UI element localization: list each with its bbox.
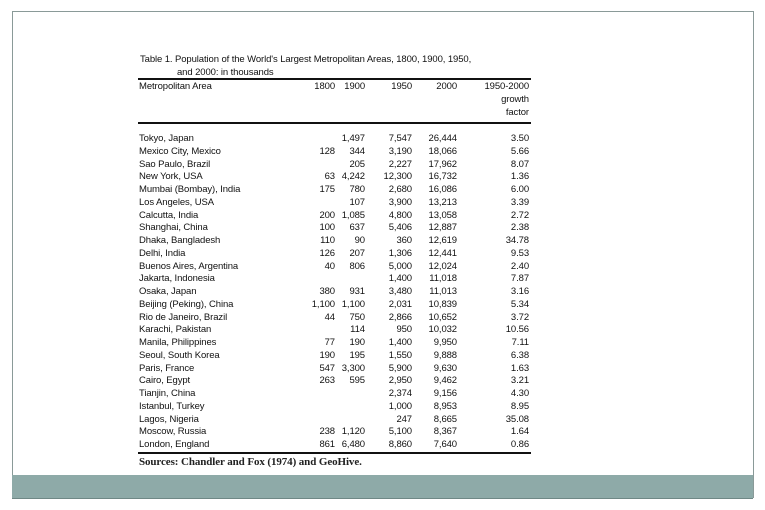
- cell-2000: 12,024: [428, 260, 457, 272]
- cell-growth-factor: 8.07: [510, 158, 529, 170]
- cell-1800: 175: [319, 184, 335, 195]
- cell-2000: 9,462: [433, 375, 457, 387]
- cell-1800: 100: [319, 222, 335, 234]
- cell-1900: 1,100: [341, 298, 365, 310]
- cell-growth-factor: 7.87: [510, 273, 529, 285]
- cell-area: London, England: [139, 439, 210, 450]
- table-title-continued: and 2000: in thousands: [177, 67, 274, 78]
- cell-area: Rio de Janeiro, Brazil: [139, 311, 228, 323]
- cell-1900: 3,300: [341, 362, 365, 374]
- cell-1800: 1,100: [311, 298, 335, 310]
- header-growth-line1: 1950-2000: [484, 81, 529, 92]
- cell-1950: 2,680: [388, 184, 412, 195]
- cell-area: Manila, Philippines: [139, 337, 217, 348]
- cell-2000: 12,887: [428, 222, 457, 234]
- cell-2000: 13,213: [428, 196, 457, 208]
- cell-1800: 547: [319, 362, 335, 374]
- cell-area: Mumbai (Bombay), India: [139, 184, 241, 195]
- cell-growth-factor: 1.63: [510, 362, 529, 374]
- header-growth-line3: factor: [505, 107, 529, 118]
- cell-1900: 1,497: [341, 133, 365, 144]
- cell-2000: 9,630: [433, 362, 457, 374]
- cell-1900: 344: [349, 145, 365, 157]
- cell-1950: 2,866: [388, 311, 412, 323]
- cell-growth-factor: 2.38: [510, 222, 529, 234]
- cell-1950: 360: [396, 235, 412, 246]
- cell-1800: 110: [320, 235, 335, 246]
- cell-1950: 4,800: [388, 209, 412, 221]
- cell-growth-factor: 2.72: [510, 209, 529, 221]
- cell-1800: 380: [319, 286, 335, 297]
- cell-growth-factor: 0.86: [510, 439, 529, 450]
- cell-area: Jakarta, Indonesia: [139, 273, 215, 285]
- cell-1950: 3,900: [388, 196, 412, 208]
- cell-growth-factor: 6.38: [510, 349, 529, 361]
- cell-area: Moscow, Russia: [139, 426, 207, 438]
- cell-area: Osaka, Japan: [139, 286, 197, 297]
- cell-2000: 12,619: [428, 235, 457, 246]
- header-growth-line2: growth: [501, 94, 529, 105]
- cell-area: Shanghai, China: [139, 222, 208, 234]
- cell-1900: 931: [349, 286, 365, 297]
- cell-1900: 195: [349, 349, 365, 361]
- cell-2000: 8,665: [433, 413, 457, 425]
- cell-1950: 3,190: [388, 145, 412, 157]
- cell-area: Lagos, Nigeria: [139, 413, 199, 425]
- cell-1800: 77: [324, 337, 335, 348]
- cell-2000: 12,441: [428, 247, 457, 259]
- cell-area: Los Angeles, USA: [139, 196, 214, 208]
- cell-growth-factor: 4.30: [510, 388, 529, 399]
- cell-growth-factor: 8.95: [510, 400, 529, 412]
- cell-1950: 1,400: [388, 337, 412, 348]
- cell-area: Beijing (Peking), China: [139, 298, 234, 310]
- cell-1950: 1,000: [388, 400, 412, 412]
- cell-1950: 5,000: [388, 260, 412, 272]
- cell-1800: 200: [319, 209, 335, 221]
- cell-1950: 950: [396, 324, 412, 336]
- cell-1950: 5,406: [388, 222, 412, 234]
- cell-growth-factor: 1.36: [510, 171, 529, 183]
- table-top-rule: [138, 78, 531, 80]
- cell-growth-factor: 3.72: [510, 311, 529, 323]
- cell-growth-factor: 2.40: [510, 260, 529, 272]
- cell-1900: 90: [354, 235, 365, 246]
- cell-2000: 9,950: [433, 337, 457, 348]
- cell-1800: 126: [319, 247, 335, 259]
- table-title: Table 1. Population of the World's Largest Metropolitan Areas, 1800, 1900, 1950,: [140, 54, 472, 65]
- cell-1950: 1,550: [388, 349, 412, 361]
- cell-area: Karachi, Pakistan: [139, 324, 212, 336]
- cell-area: Sao Paulo, Brazil: [139, 158, 211, 170]
- cell-1950: 5,100: [388, 426, 412, 438]
- cell-growth-factor: 1.64: [510, 426, 529, 438]
- cell-2000: 8,953: [433, 400, 457, 412]
- cell-area: Dhaka, Bangladesh: [139, 235, 221, 246]
- cell-2000: 17,962: [428, 158, 457, 170]
- cell-2000: 26,444: [428, 133, 457, 144]
- header-1900: 1900: [344, 81, 365, 92]
- cell-2000: 9,156: [433, 388, 457, 399]
- cell-1950: 2,031: [388, 298, 412, 310]
- header-1800: 1800: [314, 81, 335, 92]
- cell-growth-factor: 3.50: [510, 133, 529, 144]
- table-bottom-rule: [138, 452, 531, 454]
- cell-area: Delhi, India: [139, 247, 186, 259]
- cell-area: Seoul, South Korea: [139, 349, 220, 361]
- header-1950: 1950: [391, 81, 412, 92]
- header-metropolitan-area: Metropolitan Area: [139, 81, 212, 92]
- cell-2000: 18,066: [428, 145, 457, 157]
- cell-1800: 861: [319, 439, 335, 450]
- cell-area: Paris, France: [139, 362, 195, 374]
- cell-area: Istanbul, Turkey: [139, 400, 205, 412]
- cell-1950: 8,860: [388, 439, 412, 450]
- cell-1800: 238: [319, 426, 335, 438]
- cell-1950: 7,547: [388, 133, 412, 144]
- cell-area: Cairo, Egypt: [139, 375, 191, 387]
- cell-growth-factor: 34.78: [505, 235, 529, 246]
- cell-1900: 1,120: [341, 426, 365, 438]
- cell-1900: 190: [349, 337, 365, 348]
- slide-footer-bar: [12, 475, 753, 499]
- cell-1900: 595: [349, 375, 365, 387]
- cell-1950: 1,400: [388, 273, 412, 285]
- cell-2000: 10,032: [428, 324, 457, 336]
- cell-1900: 6,480: [341, 439, 365, 450]
- cell-growth-factor: 3.39: [510, 196, 529, 208]
- cell-area: Buenos Aires, Argentina: [139, 260, 239, 272]
- cell-2000: 10,652: [428, 311, 457, 323]
- cell-1900: 750: [349, 311, 365, 323]
- cell-area: Calcutta, India: [139, 209, 199, 221]
- cell-1900: 1,085: [341, 209, 365, 221]
- cell-1800: 40: [324, 260, 335, 272]
- cell-2000: 8,367: [433, 426, 457, 438]
- cell-1900: 806: [349, 260, 365, 272]
- cell-growth-factor: 3.16: [510, 286, 529, 297]
- cell-area: Mexico City, Mexico: [139, 145, 221, 157]
- cell-growth-factor: 6.00: [510, 184, 529, 195]
- cell-growth-factor: 9.53: [510, 247, 529, 259]
- cell-1900: 114: [350, 324, 365, 336]
- cell-2000: 11,013: [429, 286, 457, 297]
- cell-growth-factor: 7.11: [511, 337, 529, 348]
- cell-1800: 44: [324, 311, 335, 323]
- cell-growth-factor: 5.34: [510, 298, 529, 310]
- cell-1950: 1,306: [388, 247, 412, 259]
- cell-2000: 11,018: [429, 273, 457, 285]
- cell-growth-factor: 3.21: [510, 375, 529, 387]
- cell-2000: 16,086: [428, 184, 457, 195]
- cell-1900: 207: [349, 247, 365, 259]
- cell-1900: 107: [349, 196, 365, 208]
- cell-1950: 5,900: [388, 362, 412, 374]
- cell-1950: 2,227: [388, 158, 412, 170]
- cell-1950: 2,950: [388, 375, 412, 387]
- cell-growth-factor: 5.66: [510, 145, 529, 157]
- cell-area: Tokyo, Japan: [139, 133, 194, 144]
- cell-1800: 263: [319, 375, 335, 387]
- header-bottom-rule: [138, 122, 531, 124]
- cell-1900: 205: [349, 158, 365, 170]
- cell-1800: 63: [324, 171, 335, 183]
- cell-1950: 2,374: [388, 388, 412, 399]
- cell-2000: 16,732: [428, 171, 457, 183]
- cell-1950: 12,300: [383, 171, 412, 183]
- cell-area: Tianjin, China: [139, 388, 196, 399]
- cell-growth-factor: 35.08: [505, 413, 529, 425]
- cell-2000: 7,640: [433, 439, 457, 450]
- cell-2000: 10,839: [428, 298, 457, 310]
- cell-1900: 4,242: [341, 171, 365, 183]
- cell-1800: 190: [319, 349, 335, 361]
- cell-area: New York, USA: [139, 171, 203, 183]
- header-2000: 2000: [436, 81, 457, 92]
- cell-growth-factor: 10.56: [505, 324, 529, 336]
- cell-1950: 3,480: [388, 286, 412, 297]
- table-sources: Sources: Chandler and Fox (1974) and GeoHive.: [139, 456, 362, 468]
- cell-1900: 637: [349, 222, 365, 234]
- cell-2000: 13,058: [428, 209, 457, 221]
- cell-1800: 128: [319, 145, 335, 157]
- cell-2000: 9,888: [433, 349, 457, 361]
- cell-1950: 247: [396, 413, 412, 425]
- cell-1900: 780: [349, 184, 365, 195]
